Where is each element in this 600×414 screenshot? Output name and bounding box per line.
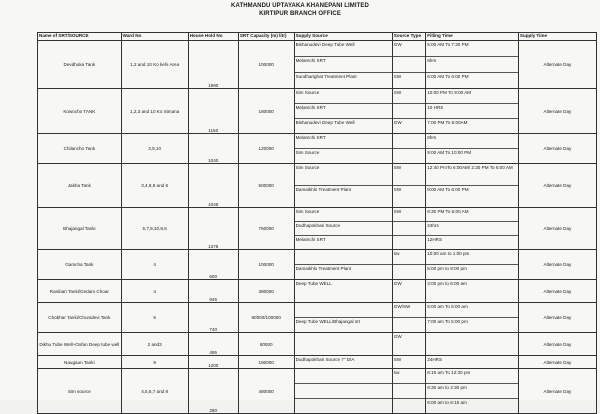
source-name-cell: Devdhoka Tank bbox=[38, 41, 122, 89]
ward-cell: 1,2 and 10 Ko kehi Area bbox=[121, 41, 188, 89]
household-cell: 1375 bbox=[188, 208, 238, 250]
source-type-cell bbox=[392, 134, 425, 164]
ward-cell: 4 bbox=[121, 280, 188, 303]
supply-source: Dudhapokhari Source 7" DIA bbox=[295, 357, 355, 362]
capacity-cell: 180000 bbox=[238, 356, 294, 369]
supply-time-cell: Alternate Day bbox=[518, 303, 596, 333]
table-row bbox=[38, 356, 597, 369]
supply-source: Melamchi SRT bbox=[295, 235, 392, 249]
filling-time: 5:00 pm to 8:00 pm bbox=[426, 264, 518, 279]
source-type-cell bbox=[392, 250, 425, 280]
capacity-cell: 500000 bbox=[238, 164, 294, 208]
source-type: SW bbox=[393, 72, 425, 88]
table-row bbox=[38, 250, 597, 280]
source-type bbox=[393, 317, 425, 332]
source-type-cell bbox=[392, 208, 425, 250]
filling-time: 5:00 am To 6:00 am bbox=[427, 304, 468, 309]
table-row bbox=[38, 89, 597, 134]
supply-source: Sim Source bbox=[295, 90, 320, 95]
filling-time: 8hrs bbox=[426, 56, 518, 72]
filling-time-cell bbox=[426, 134, 519, 164]
source-name-cell: Gamcha Tank bbox=[38, 250, 122, 280]
source-type: GW bbox=[393, 118, 425, 133]
filling-time-cell bbox=[426, 356, 519, 369]
supply-source bbox=[295, 303, 392, 317]
col-header: SRT Capacity (m) litr) bbox=[238, 33, 294, 41]
household-cell: 1990 bbox=[188, 41, 238, 89]
source-type bbox=[393, 221, 425, 235]
filling-time: 24HRS bbox=[427, 357, 443, 362]
supply-source: Sim Source bbox=[295, 148, 392, 163]
filling-time: 7:00 am To 5:00 pm bbox=[426, 317, 518, 332]
household-cell: 1150 bbox=[188, 89, 238, 134]
ward-cell: 3,4,8,9 and 6 bbox=[121, 164, 188, 208]
filling-time: 24hrs bbox=[426, 221, 518, 235]
source-type: SW bbox=[393, 165, 402, 170]
supply-source: Melamchi SRT bbox=[295, 103, 392, 118]
filling-time-cell bbox=[426, 164, 519, 208]
supply-source bbox=[295, 398, 392, 413]
source-type: GW/SW bbox=[393, 304, 411, 309]
supply-time-cell: Alternate Day bbox=[518, 356, 596, 369]
source-type: SW bbox=[393, 185, 425, 207]
capacity-cell: 100000 bbox=[238, 41, 294, 89]
source-type: SW bbox=[393, 209, 402, 214]
table-row bbox=[38, 41, 597, 89]
supply-source: Damaikhlo Treatment Plant bbox=[295, 185, 392, 207]
source-type bbox=[393, 148, 425, 163]
source-type-cell bbox=[392, 164, 425, 208]
supply-source: Deep Tube WELL/Bhajangal srt bbox=[295, 317, 392, 332]
filling-time-cell bbox=[426, 250, 519, 280]
supply-time-cell: Alternate Day bbox=[518, 164, 596, 208]
capacity-cell: 750000 bbox=[238, 208, 294, 250]
capacity-cell: 480000 bbox=[238, 369, 294, 414]
supply-time-cell: Alternate Day bbox=[518, 250, 596, 280]
filling-time: 8:30 PM To 6:00 AM bbox=[427, 209, 469, 214]
source-type-cell bbox=[392, 369, 425, 414]
col-header: Filling Time bbox=[426, 33, 519, 41]
ward-cell: 4,5,6,7 and 8 bbox=[121, 369, 188, 414]
supply-source bbox=[295, 333, 392, 355]
table-row bbox=[38, 208, 597, 250]
source-name-cell: Naugaun Tanki bbox=[38, 356, 122, 369]
capacity-cell: 80000/100000 bbox=[238, 303, 294, 333]
filling-time: 8hrs bbox=[427, 135, 437, 140]
source-name-cell: Jakha Tank bbox=[38, 164, 122, 208]
household-cell: 1040 bbox=[188, 134, 238, 164]
household-cell: 740 bbox=[188, 303, 238, 333]
filling-time-cell bbox=[426, 41, 519, 89]
source-type: GW bbox=[393, 281, 402, 286]
source-name-cell: Chobhar Tanki/Chunidevi Tank bbox=[38, 303, 122, 333]
supply-source-cell bbox=[294, 208, 392, 250]
supply-source bbox=[295, 369, 392, 383]
ward-cell: 4 bbox=[121, 250, 188, 280]
household-cell: 260 bbox=[188, 369, 238, 414]
source-type bbox=[393, 264, 425, 279]
ward-cell: 3,9,10 bbox=[121, 134, 188, 164]
source-type bbox=[393, 103, 425, 118]
col-header: Supply Source bbox=[294, 33, 392, 41]
supply-source: Deep Tube WELL bbox=[295, 281, 332, 286]
supply-time-cell: Alternate Day bbox=[518, 369, 596, 414]
filling-time-cell bbox=[426, 208, 519, 250]
supply-time-cell: Alternate Day bbox=[518, 333, 596, 356]
filling-time-cell bbox=[426, 333, 519, 356]
source-type: SW bbox=[393, 90, 402, 95]
supply-time-cell: Alternate Day bbox=[518, 208, 596, 250]
filling-time-cell bbox=[426, 89, 519, 134]
supply-source bbox=[295, 250, 392, 264]
org-title: KATHMANDU UPTAYAKA KHANEPANI LIMITED bbox=[231, 3, 369, 9]
source-type: sw bbox=[393, 370, 400, 375]
supply-source: Melamchi SRT bbox=[295, 135, 326, 140]
ward-cell: 1,2,3 and 10 Ko Simana bbox=[121, 89, 188, 134]
source-type bbox=[393, 134, 425, 148]
filling-time: 9:00 AM To 6:00 PM bbox=[426, 185, 518, 207]
filling-time-cell bbox=[426, 369, 519, 414]
filling-time: 10:00 am to 1:00 pm bbox=[427, 251, 470, 256]
col-header: Ward No bbox=[121, 33, 188, 41]
source-type-cell bbox=[392, 89, 425, 134]
source-type-cell bbox=[392, 280, 425, 303]
filling-time: 8:30 am to 2:30 pm bbox=[426, 383, 518, 398]
table-row bbox=[38, 280, 597, 303]
filling-time: 10:00 PM To 9:00 AM bbox=[427, 90, 472, 95]
filling-time: 5:00 AM To 7:30 PM bbox=[427, 42, 469, 47]
source-type bbox=[393, 56, 425, 72]
source-name-cell: Bhajangal Tanki bbox=[38, 208, 122, 250]
supply-source bbox=[295, 383, 392, 398]
supply-time-cell: Alternate Day bbox=[518, 89, 596, 134]
supply-source: Bishanudevi Deep Tube Well bbox=[295, 118, 392, 133]
filling-time-cell bbox=[426, 280, 519, 303]
household-cell: 1200 bbox=[188, 356, 238, 369]
supply-source: Melamchi SRT bbox=[295, 56, 392, 72]
table-row bbox=[38, 369, 597, 414]
filling-time: 12HRS bbox=[426, 235, 518, 249]
source-type bbox=[393, 383, 425, 398]
capacity-cell: 180000 bbox=[238, 89, 294, 134]
table-row bbox=[38, 164, 597, 208]
capacity-cell: 100000 bbox=[238, 250, 294, 280]
source-name-cell: Dikhu Tube Well+Oxfan Deep tube well bbox=[38, 333, 122, 356]
source-name-cell: Raniban Tanki/Gedam Choar bbox=[38, 280, 122, 303]
household-cell: 600 bbox=[188, 250, 238, 280]
ward-cell: 9 bbox=[121, 356, 188, 369]
household-cell: 1045 bbox=[188, 164, 238, 208]
household-cell: 945 bbox=[188, 280, 238, 303]
filling-time: 10 HRS bbox=[426, 103, 518, 118]
ward-cell: 6 bbox=[121, 303, 188, 333]
supply-source-cell bbox=[294, 134, 392, 164]
capacity-cell: 380000 bbox=[238, 280, 294, 303]
source-type: sw bbox=[393, 251, 400, 256]
supply-source-cell bbox=[294, 369, 392, 414]
filling-time: 8:15 am To 12:30 pm bbox=[427, 370, 471, 375]
supply-source-cell bbox=[294, 303, 392, 333]
supply-source: Sundharighat Treatment Plant bbox=[295, 72, 392, 88]
source-type bbox=[393, 235, 425, 249]
supply-time-cell: Alternate Day bbox=[518, 280, 596, 303]
source-name-cell: Kowocho TANK bbox=[38, 89, 122, 134]
filling-time: 7:00 PM To 5:00AM bbox=[426, 118, 518, 133]
branch-title: KIRTIPUR BRANCH OFFICE bbox=[259, 11, 341, 17]
supply-source-cell bbox=[294, 41, 392, 89]
filling-time: 9:00 AM To 10:00 PM bbox=[426, 148, 518, 163]
supply-table bbox=[37, 32, 597, 414]
table-row bbox=[38, 333, 597, 356]
table-row bbox=[38, 303, 597, 333]
supply-source-cell bbox=[294, 250, 392, 280]
filling-time-cell bbox=[426, 303, 519, 333]
household-cell: 495 bbox=[188, 333, 238, 356]
capacity-cell: 80000 bbox=[238, 333, 294, 356]
supply-source-cell bbox=[294, 356, 392, 369]
source-type: SW bbox=[393, 357, 402, 362]
source-type-cell bbox=[392, 41, 425, 89]
source-type-cell bbox=[392, 356, 425, 369]
supply-time-cell: Alternate Day bbox=[518, 41, 596, 89]
ward-cell: 2 and3 bbox=[121, 333, 188, 356]
filling-time: 3:00 pm to 6:00 am bbox=[427, 281, 467, 286]
col-header: Name of SRT/SOURCE bbox=[38, 33, 122, 41]
source-name-cell: Chilancho Tank bbox=[38, 134, 122, 164]
supply-source: Damaikhlo Treatment Plant bbox=[295, 264, 392, 279]
filling-time: 12:40 PmTo 6:00AM/ 2:30 PM To 6:00 AM bbox=[427, 165, 513, 170]
col-header: Supply Time bbox=[518, 33, 596, 41]
source-name-cell: Sim source bbox=[38, 369, 122, 414]
source-type: GW bbox=[393, 334, 402, 339]
supply-source: Sim Source bbox=[295, 209, 320, 214]
col-header: Source Type bbox=[392, 33, 425, 41]
col-header: House Hold No bbox=[188, 33, 238, 41]
filling-time: 6:00 am to 8:15 am bbox=[426, 398, 518, 413]
capacity-cell: 120000 bbox=[238, 134, 294, 164]
source-type bbox=[393, 398, 425, 413]
supply-source: Bishanudevi Deep Tube Well bbox=[295, 42, 355, 47]
supply-source: Sim Source bbox=[295, 165, 320, 170]
supply-source: Dudhapokhari Source bbox=[295, 221, 392, 235]
supply-source-cell bbox=[294, 89, 392, 134]
header-row bbox=[38, 33, 597, 41]
supply-source-cell bbox=[294, 280, 392, 303]
supply-source-cell bbox=[294, 333, 392, 356]
table-row bbox=[38, 134, 597, 164]
source-type-cell bbox=[392, 333, 425, 356]
ward-cell: 5,7,9,10,8,6 bbox=[121, 208, 188, 250]
source-type: GW bbox=[393, 42, 402, 47]
source-type-cell bbox=[392, 303, 425, 333]
filling-time bbox=[426, 333, 518, 355]
supply-source-cell bbox=[294, 164, 392, 208]
filling-time: 6:00 AM To 6:00 PM bbox=[426, 72, 518, 88]
supply-time-cell: Alternate Day bbox=[518, 134, 596, 164]
